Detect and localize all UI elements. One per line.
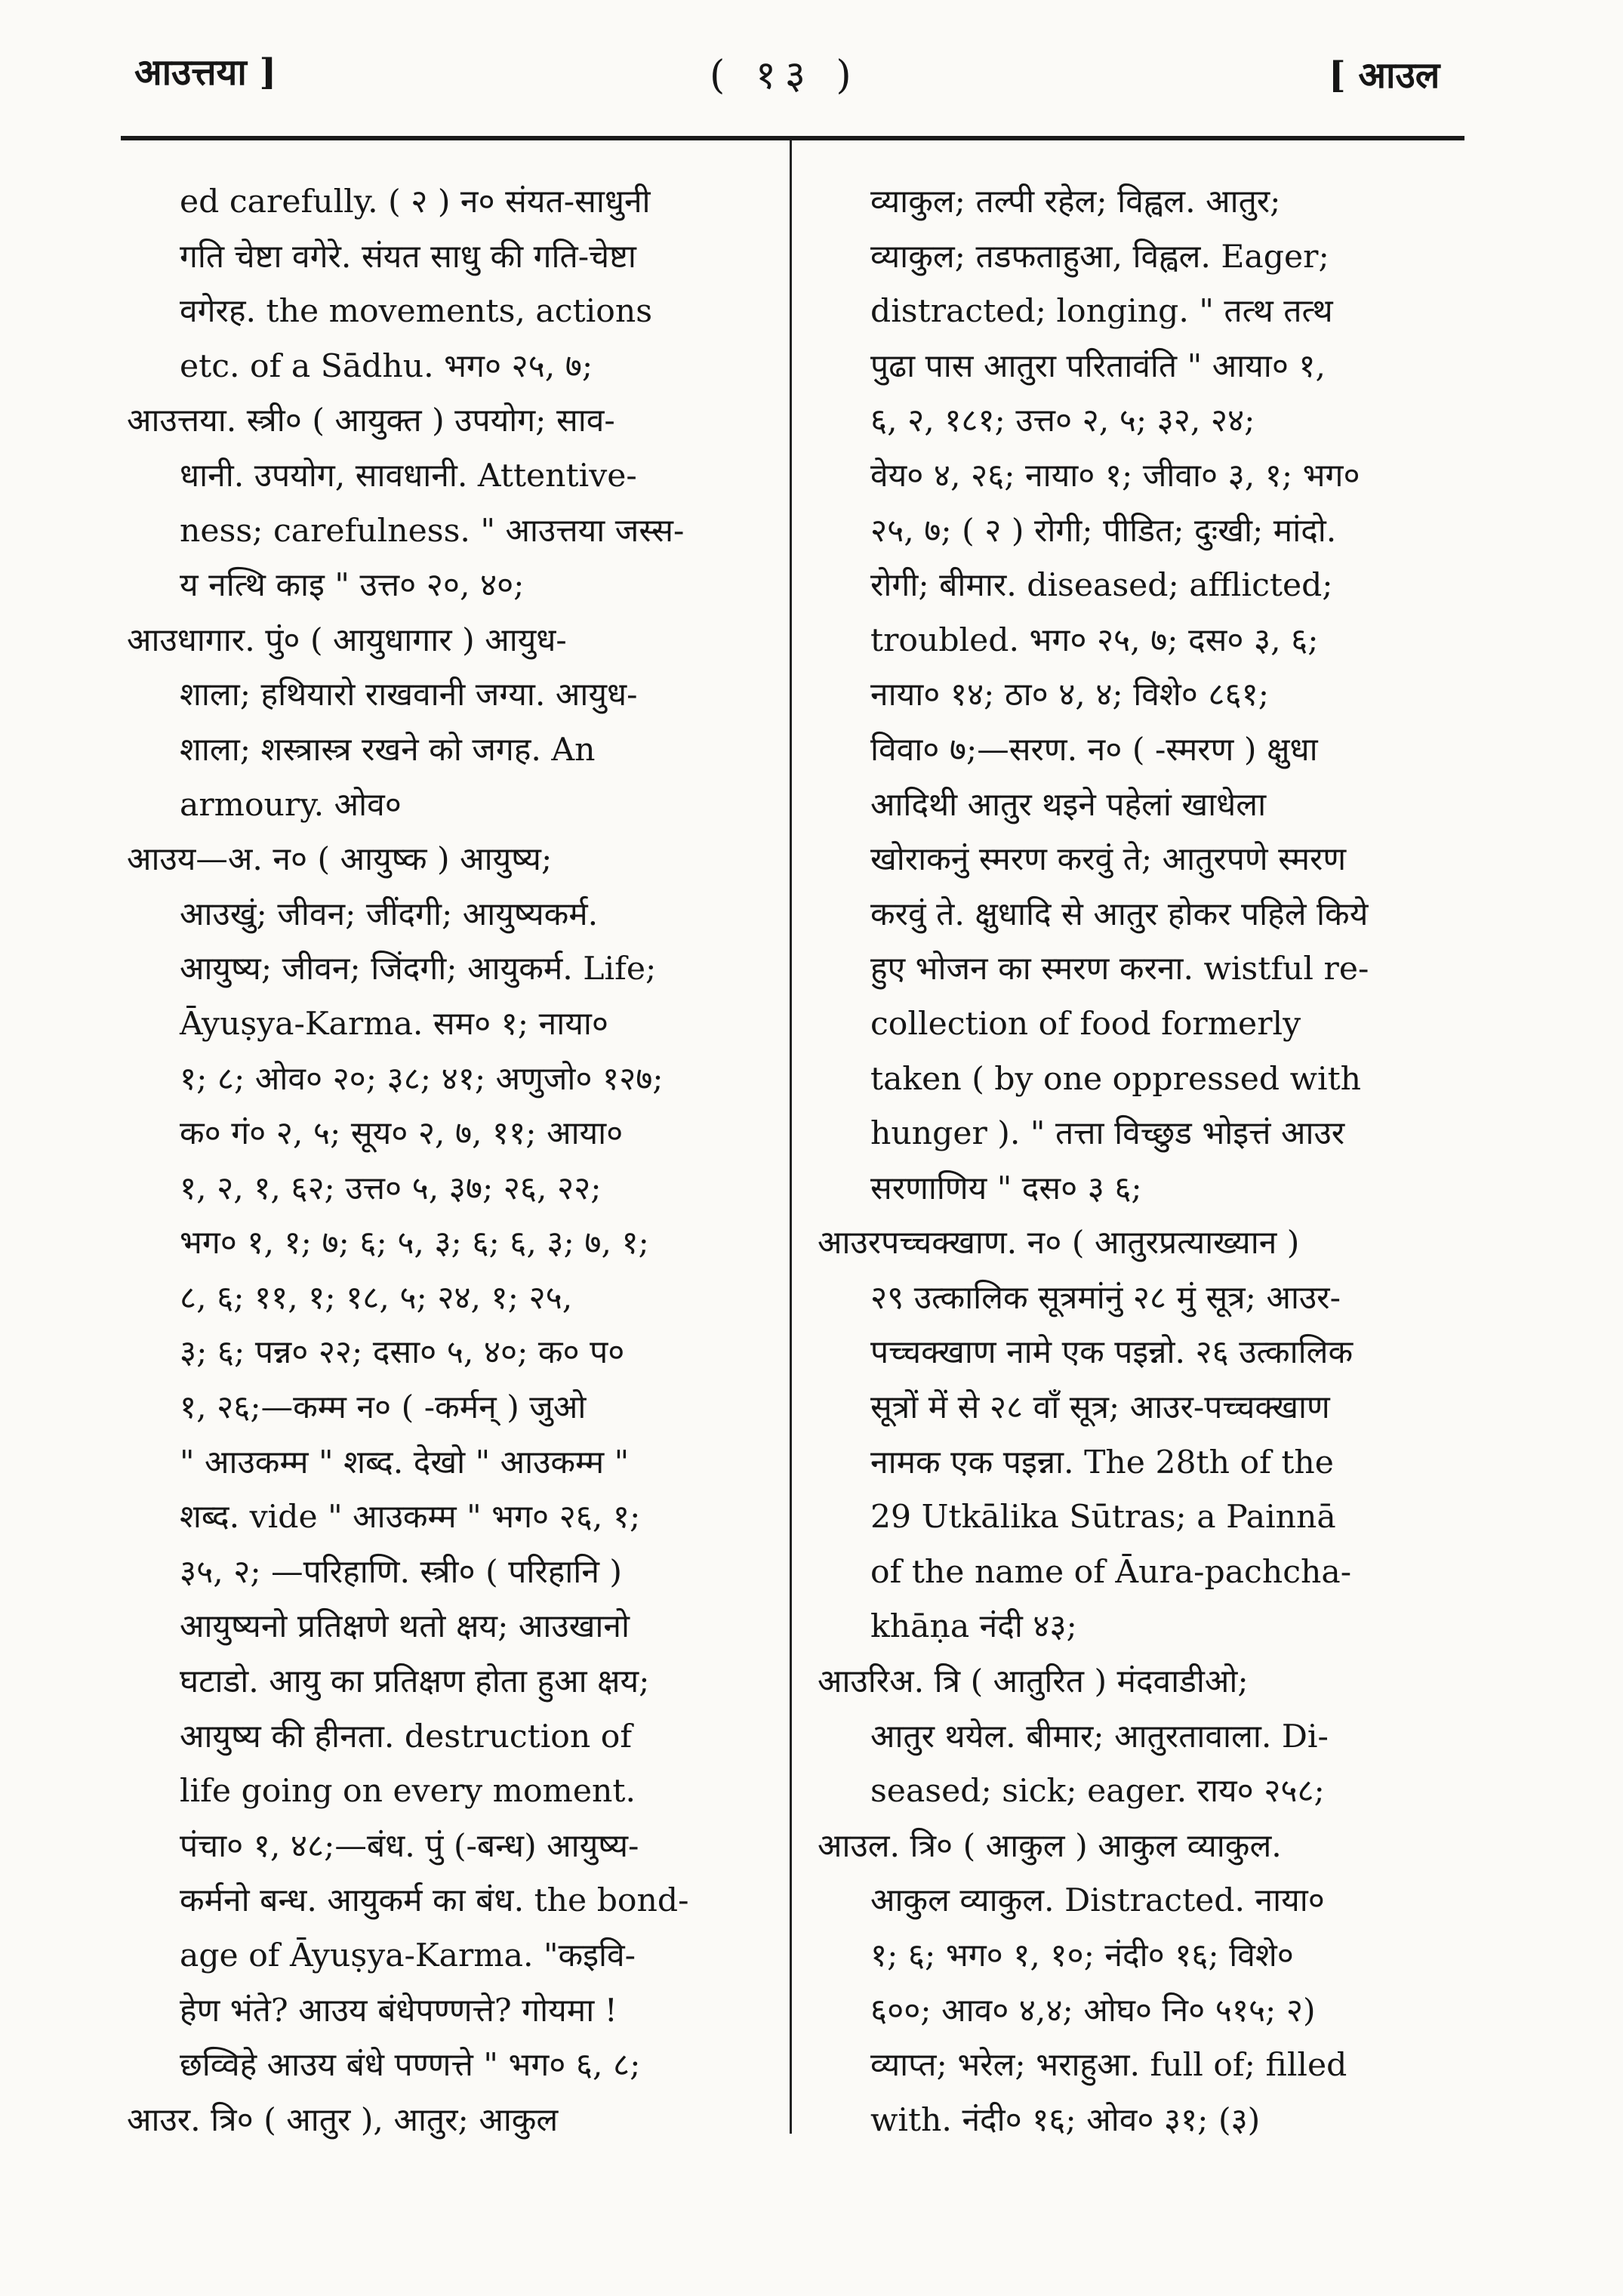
text-line: आतुर थयेल. बीमार; आतुरतावाला. Di- (870, 1718, 1329, 1755)
header-rule (121, 136, 1464, 140)
text-line: करवुं ते. क्षुधादि से आतुर होकर पहिले किये (870, 895, 1369, 933)
text-line: घटाडो. आयु का प्रतिक्षण होता हुआ क्षय; (180, 1663, 650, 1701)
text-line: collection of food formerly (870, 1005, 1301, 1043)
text-line: with. नंदी० १६; ओव० ३१; (३) (870, 2101, 1261, 2139)
text-line: पुढा पास आतुरा परितावंति " आया० १, (870, 347, 1326, 385)
text-line: १; ६; भग० १, १०; नंदी० १६; विशे० (870, 1937, 1294, 1974)
text-line: ८, ६; ११, १; १८, ५; २४, १; २५, (180, 1279, 573, 1317)
text-line: शाला; हथियारो राखवानी जग्या. आयुध- (180, 676, 638, 714)
text-line: कर्मनो बन्ध. आयुकर्म का बंध. the bond- (180, 1882, 689, 1920)
text-line: hunger ). " तत्ता विच्छुड भोइत्तं आउर (870, 1115, 1345, 1153)
text-line: seased; sick; eager. राय० २५८; (870, 1773, 1325, 1811)
page-header (0, 39, 1623, 122)
text-line: khāṇa नंदी ४३; (870, 1608, 1077, 1646)
text-line: आउत्तया. स्त्री० ( आयुक्त ) उपयोग; साव- (127, 402, 615, 440)
text-line: armoury. ओव० (180, 786, 402, 824)
text-line: troubled. भग० २५, ७; दस० ३, ६; (870, 621, 1319, 659)
text-line: आउर. त्रि० ( आतुर ), आतुर; आकुल (127, 2101, 559, 2139)
text-line: वगेरह. the movements, actions (180, 293, 652, 331)
text-line: आदिथी आतुर थइने पहेलां खाधेला (870, 786, 1267, 824)
left-column (127, 175, 768, 2148)
text-line: आयुष्यनो प्रतिक्षणे थतो क्षय; आउखानो (180, 1608, 630, 1646)
text-line: distracted; longing. " तत्थ तत्थ (870, 293, 1333, 331)
page-number: ( १३ ) (710, 53, 861, 98)
header-left-guideword: आउत्तया ] (134, 51, 277, 94)
text-line: नाया० १४; ठा० ४, ४; विशे० ८६१; (870, 676, 1270, 714)
text-line: ६, २, १८१; उत्त० २, ५; ३२, २४; (870, 402, 1255, 440)
text-line: १; ८; ओव० २०; ३८; ४१; अणुजो० १२७; (180, 1060, 664, 1098)
text-line: व्याकुल; तल्पी रहेल; विह्वल. आतुर; (870, 183, 1281, 220)
text-line: सूत्रों में से २८ वाँ सूत्र; आउर-पच्चक्खाण (870, 1389, 1330, 1427)
text-line: शब्द. vide " आउकम्म " भग० २६, १; (180, 1499, 641, 1536)
text-line: आउल. त्रि० ( आकुल ) आकुल व्याकुल. (818, 1827, 1282, 1865)
text-line: आयुष्य की हीनता. destruction of (180, 1718, 633, 1755)
text-line: सरणाणिय " दस० ३ ६; (870, 1170, 1142, 1207)
text-line: 29 Utkālika Sūtras; a Painnā (870, 1499, 1336, 1536)
text-line: ३५, २; —परिहाणि. स्त्री० ( परिहानि ) (180, 1553, 622, 1591)
text-line: व्याप्त; भरेल; भराहुआ. full of; filled (870, 2047, 1347, 2085)
text-line: रोगी; बीमार. diseased; afflicted; (870, 567, 1333, 605)
text-line: पच्चक्खाण नामे एक पइन्नो. २६ उत्कालिक (870, 1334, 1354, 1372)
text-line: etc. of a Sādhu. भग० २५, ७; (180, 347, 593, 385)
text-line: २९ उत्कालिक सूत्रमांनुं २८ मुं सूत्र; आउर- (870, 1279, 1341, 1317)
text-line: भग० १, १; ७; ६; ५, ३; ६; ६, ३; ७, १; (180, 1225, 649, 1262)
text-line: धानी. उपयोग, सावधानी. Attentive- (180, 457, 637, 495)
text-line: of the name of Āura-pachcha- (870, 1553, 1352, 1591)
text-line: आउरिअ. त्रि ( आतुरित ) मंदवाडीओ; (818, 1663, 1249, 1701)
text-line: आकुल व्याकुल. Distracted. नाया० (870, 1882, 1325, 1920)
text-line: वेय० ४, २६; नाया० १; जीवा० ३, १; भग० (870, 457, 1360, 495)
text-line: " आउकम्म " शब्द. देखो " आउकम्म " (180, 1444, 630, 1481)
text-line: शाला; शस्त्रास्त्र रखने को जगह. An (180, 731, 596, 769)
text-line: छव्विहे आउय बंधे पण्णत्ते " भग० ६, ८; (180, 2047, 641, 2085)
text-line: पंचा० १, ४८;—बंध. पुं (-बन्ध) आयुष्य- (180, 1827, 639, 1865)
text-line: २५, ७; ( २ ) रोगी; पीडित; दुःखी; मांदो. (870, 512, 1337, 550)
text-line: life going on every moment. (180, 1773, 636, 1811)
text-line: आयुष्य; जीवन; जिंदगी; आयुकर्म. Life; (180, 951, 657, 988)
text-line: विवा० ७;—सरण. न० ( -स्मरण ) क्षुधा (870, 731, 1318, 769)
text-line: ६००; आव० ४,४; ओघ० नि० ५१५; २) (870, 1992, 1316, 2029)
text-line: क० गं० २, ५; सूय० २, ७, ११; आया० (180, 1115, 624, 1153)
text-line: Āyuṣya-Karma. सम० १; नाया० (180, 1005, 608, 1043)
text-line: ३; ६; पन्न० २२; दसा० ५, ४०; क० प० (180, 1334, 625, 1372)
text-line: आउधागार. पुं० ( आयुधागार ) आयुध- (127, 621, 567, 659)
text-line: १, २६;—कम्म न० ( -कर्मन् ) जुओ (180, 1389, 587, 1427)
text-line: हुए भोजन का स्मरण करना. wistful re- (870, 951, 1369, 988)
text-line: ness; carefulness. " आउत्तया जस्स- (180, 512, 685, 550)
text-line: गति चेष्टा वगेरे. संयत साधु की गति-चेष्टा (180, 238, 636, 276)
right-column (818, 175, 1467, 2148)
text-line: आउरपच्चक्खाण. न० ( आतुरप्रत्याख्यान ) (818, 1225, 1300, 1262)
text-line: आउय—अ. न० ( आयुष्क ) आयुष्य; (127, 841, 553, 879)
text-line: आउखुं; जीवन; जींदगी; आयुष्यकर्म. (180, 895, 599, 933)
text-line: taken ( by one oppressed with (870, 1060, 1362, 1098)
text-line: खोराकनुं स्मरण करवुं ते; आतुरपणे स्मरण (870, 841, 1347, 879)
text-line: age of Āyuṣya-Karma. "कइवि- (180, 1937, 636, 1974)
column-divider (790, 140, 792, 2134)
text-line: १, २, १, ६२; उत्त० ५, ३७; २६, २२; (180, 1170, 602, 1207)
text-line: नामक एक पइन्ना. The 28th of the (870, 1444, 1334, 1481)
text-line: ed carefully. ( २ ) न० संयत-साधुनी (180, 183, 651, 220)
text-line: व्याकुल; तडफताहुआ, विह्वल. Eager; (870, 238, 1329, 276)
text-line: य नत्थि काइ " उत्त० २०, ४०; (180, 567, 525, 605)
text-line: हेण भंते? आउय बंधेपण्णत्ते? गोयमा ! (180, 1992, 617, 2029)
header-right-guideword: [ आउल (1329, 54, 1440, 97)
